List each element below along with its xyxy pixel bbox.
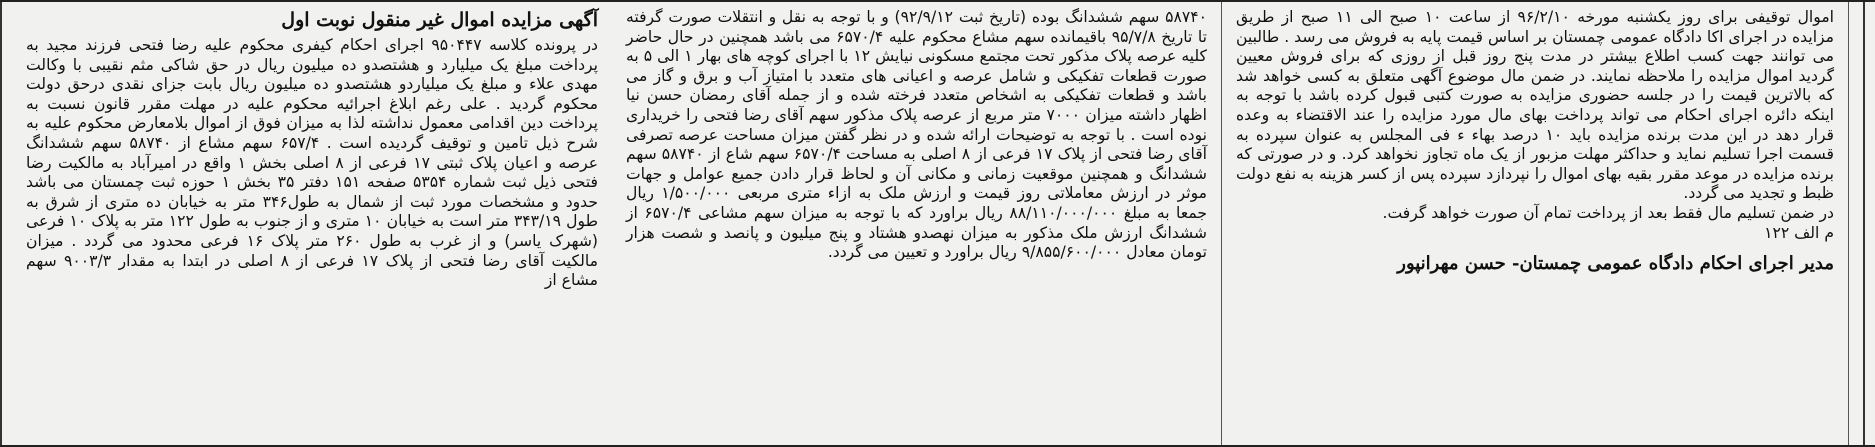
column-3-closing: در ضمن تسلیم مال فقط بعد از پرداخت تمام آن صورت خواهد گرفت. xyxy=(1382,203,1834,222)
left-border xyxy=(1849,2,1865,445)
notice-reference: م الف ۱۲۲ xyxy=(1764,223,1834,242)
column-2 xyxy=(612,2,1222,445)
notice-title: آگهی مزایده اموال غیر منقول نوبت اول xyxy=(281,9,598,31)
column-2-body: ۵۸۷۴۰ سهم ششدانگ بوده (تاریخ ثبت ۹۲/۹/۱۲) و با توجه به نقل و انتقلات صورت گرفته تا تاریخ ۹۵/۷/۸ باقیمانده سهم مشاع محکوم علیه ۶۵۷۰/۴ می باشد همچنین در حال حاضر کلیه عرصه پلاک مذکور تحت مجتمع مسکونی نیایش ۱۲ با اجرای کوچه های بهار ۱ الی ۵ به صورت قطعات تفکیکی و شامل عرصه و اعیانی های متعدد با امتیاز آب و برق و گاز می باشد و قطعات تفکیکی به اشخاص متعدد فرخته شده و از جمله آقای رمضان حسن نیا اظهار داشته میزان ۷۰۰۰ متر مربع از عرصه پلاک مذکور سهم آقای رضا فتحی را خریداری نوده است . با توجه به توضیحات ارائه شده و در نظر گفتن میزان مساحت عرصه تصرفی آقای رضا فتحی از پلاک ۱۷ فرعی از ۸ اصلی به مساحت ۶۵۷۰/۴ سهم شاع از ۵۸۷۴۰ سهم ششدانگ و همچنین موقعیت زمانی و مکانی آن و لحاظ قرار دادن جمیع عوامل و جهات موثر در ارزش معاملاتی روز قیمت و ارزش ملک به ازاء متری مربعی ۱/۵۰۰/۰۰۰ ریال جمعا به مبلغ ۸۸/۱۱۰/۰۰۰/۰۰۰ ریال براورد که با توجه به میزان سهم مشاعی ۶۵۷۰/۴ از ششدانگ ارزش ملک مذکور به میزان نهصدو هشتاد و پنج میلیون و پانصد و شصت هزار تومان معادل ۹/۸۵۵/۶۰۰/۰۰۰ ریال براورد و تعیین می گردد. xyxy=(626,8,1207,262)
signature: مدیر اجرای احکام دادگاه عمومی چمستان- حسن مهرانپور xyxy=(1397,253,1834,275)
column-1-body: در پرونده کلاسه ۹۵۰۴۴۷ اجرای احکام کیفری محکوم علیه رضا فتحی فرزند مجید به پرداخت مبلغ یک میلیارد و هشتصدو ده میلیون ریال در حق شاکی مثم نقیبی با وکالت مهدی علاء و مبلغ یک میلیاردو هشتصدو ده میلیون ریال بابت جزای نقدی درحق دولت محکوم گردید . علی رغم ابلاغ اجرائیه محکوم علیه در مهلت مقرر قانون نسبت به پرداخت دین اقدامی معمول نداشته لذا به میزان فوق از اموال بلامعارض محکوم علیه به شرح ذیل تامین و توقیف گردیده است . ۶۵۷/۴ سهم مشاع از ۵۸۷۴۰ سهم ششدانگ عرصه و اعیان پلاک ثبتی ۱۷ فرعی از ۸ اصلی بخش ۱ واقع در امیرآباد به مالکیت رضا فتحی ذیل ثبت شماره ۵۳۵۴ صفحه ۱۵۱ دفتر ۳۵ بخش ۱ حوزه ثبت چمستان می باشد حدود و مشخصات مورد ثبت از شمال به طول۳۴۶ متر به خیابان ده متری از شرق به طول ۳۴۳/۱۹ متر است به خیابان ۱۰ متری و از جنوب به طول ۱۲۲ متر به پلاک ۱۰ فرعی (شهرک یاسر) و از غرب به طول ۲۶۰ متر پلاک ۱۶ فرعی محدود می گردد . میزان مالکیت آقای رضا فتحی از پلاک ۱۷ فرعی از ۸ اصلی در ابتدا به مقدار ۹۰۰۳/۳ سهم مشاع از xyxy=(26,36,599,290)
column-3-body: اموال توقیفی برای روز یکشنبه مورخه ۹۶/۲/۱۰ از ساعت ۱۰ صبح الی ۱۱ صبح از طریق مزایده در اجرای اکا دادگاه عمومی چمستان بر اساس قیمت پایه به فروش می رسد . طالبین می توانند جهت کسب اطلاع بیشتر در مدت پنج روز قبل از روزی که برای فروش معیین گردید اموال مزایده را ملاحظه نمایند. در ضمن مال موضوع آگهی متعلق به کسی خواهد شد که بالاترین قیمت را در جلسه حضوری مزایده به صورت کتبی قبول کرده باشد با توجه به اینکه دائره اجرای احکام می تواند پرداخت بهای مال مورد مزایده را عند الاقتضاء به وعده قرار دهد در این مدت برنده مزایده باید ۱۰ درصد بهاء ء فی المجلس به عنوان سپرده به قسمت اجرا تسلیم نماید و حداکثر مهلت مزبور از یک ماه تجاوز نخواهد کرد. و در صورتی که برنده مزایده در موعد مقرر بقیه بهای اموال را نپردازد سپرده پس از کسر هزینه به نفع دولت ظبط و تجدید می گردد. xyxy=(1236,8,1835,203)
right-border xyxy=(0,2,12,445)
column-3 xyxy=(1222,2,1849,445)
column-1 xyxy=(12,2,612,445)
